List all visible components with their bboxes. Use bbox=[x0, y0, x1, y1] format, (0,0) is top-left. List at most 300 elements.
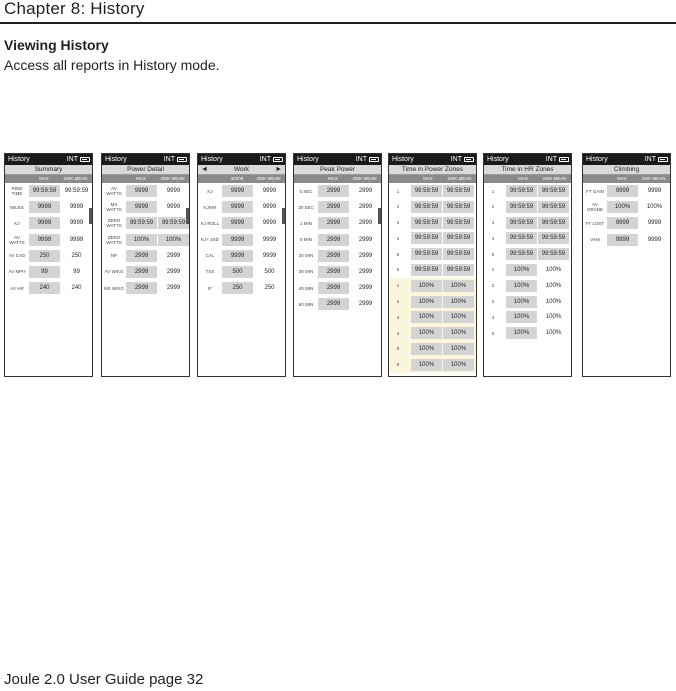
status-bar bbox=[198, 154, 285, 165]
mode-label: History bbox=[105, 156, 127, 163]
metric-value-primary: 100% bbox=[607, 201, 638, 213]
metric-value-mean: 100% bbox=[443, 296, 474, 308]
metric-row bbox=[102, 215, 189, 231]
metric-row bbox=[102, 183, 189, 199]
metric-row bbox=[198, 199, 285, 215]
metric-value-mean: 99:59:59 bbox=[538, 217, 569, 229]
metric-value-primary: 99 bbox=[29, 266, 60, 278]
status-bar bbox=[5, 154, 92, 165]
metric-row bbox=[389, 183, 476, 199]
battery-icon bbox=[273, 157, 283, 162]
metric-value-mean: 2999 bbox=[358, 188, 373, 194]
metric-value-mean: 100% bbox=[545, 298, 562, 305]
device-screen-hr-zones bbox=[483, 153, 572, 377]
metric-label: 3 bbox=[491, 220, 495, 226]
metric-label: 5 bbox=[396, 251, 400, 257]
metric-label: 1 MIN bbox=[299, 220, 312, 226]
int-indicator: INT bbox=[450, 156, 462, 163]
metric-row bbox=[5, 280, 92, 296]
metric-value-mean: 2999 bbox=[358, 285, 373, 292]
metric-row bbox=[389, 357, 476, 373]
metric-value-mean: 2999 bbox=[358, 220, 373, 227]
page-footer: Joule 2.0 User Guide page 32 bbox=[4, 671, 204, 688]
metric-value-mean: 99:59:59 bbox=[443, 201, 474, 213]
screen-title: Peak Power bbox=[319, 166, 356, 173]
device-screen-power-zones bbox=[388, 153, 477, 377]
metric-value-primary: 9999 bbox=[29, 201, 60, 213]
metric-value-mean: 100% bbox=[545, 266, 562, 273]
metric-value-primary: 99:59:59 bbox=[411, 248, 442, 260]
metric-row bbox=[484, 199, 571, 215]
metric-row bbox=[389, 215, 476, 231]
metric-rows bbox=[5, 183, 92, 296]
column-header bbox=[294, 175, 381, 183]
battery-icon bbox=[559, 157, 569, 162]
metric-value-primary: 99:59:59 bbox=[411, 264, 442, 276]
metric-label: 1 bbox=[491, 267, 495, 273]
screen-title: Time in Power Zones bbox=[401, 166, 464, 173]
metric-value-mean: 240 bbox=[71, 285, 82, 292]
metric-value-primary: 2999 bbox=[318, 234, 349, 246]
metric-row bbox=[198, 232, 285, 248]
metric-value-mean: 2999 bbox=[166, 252, 181, 259]
column-header-2: 2WK MEAN bbox=[641, 176, 666, 181]
metric-row bbox=[484, 215, 571, 231]
metric-value-primary: 99:59:59 bbox=[411, 185, 442, 197]
column-header-2: 2WK MEAN bbox=[542, 176, 567, 181]
metric-label: 2 bbox=[396, 204, 400, 210]
metric-value-primary: 2999 bbox=[318, 217, 349, 229]
metric-label: 1 bbox=[396, 188, 400, 194]
metric-value-primary: 9999 bbox=[607, 234, 638, 246]
metric-value-primary: 240 bbox=[29, 282, 60, 294]
metric-label: KJ bbox=[207, 188, 213, 194]
metric-value-mean: 2999 bbox=[358, 268, 373, 275]
metric-row bbox=[198, 280, 285, 296]
int-indicator: INT bbox=[644, 156, 656, 163]
metric-value-primary: 2999 bbox=[318, 201, 349, 213]
metric-rows bbox=[102, 183, 189, 296]
metric-row bbox=[294, 215, 381, 231]
column-header-1: MAX bbox=[617, 176, 627, 181]
int-indicator: INT bbox=[66, 156, 78, 163]
screen-title-bar bbox=[198, 165, 285, 175]
device-screen-summary bbox=[4, 153, 93, 377]
metric-value-mean: 99:59:59 bbox=[443, 185, 474, 197]
metric-value-primary: 9999 bbox=[222, 250, 253, 262]
metric-value-mean: 99:59:59 bbox=[443, 232, 474, 244]
metric-value-mean: 2999 bbox=[166, 268, 181, 275]
status-bar bbox=[389, 154, 476, 165]
metric-label: 3 bbox=[396, 314, 400, 320]
metric-value-mean: 9999 bbox=[166, 188, 181, 194]
metric-label: 20 MIN bbox=[298, 253, 314, 259]
metric-value-mean: 250 bbox=[71, 252, 82, 259]
metric-row bbox=[389, 262, 476, 278]
metric-label: AV MPH bbox=[8, 269, 26, 275]
metric-value-mean: 9999 bbox=[69, 236, 84, 243]
metric-label: 1 bbox=[396, 283, 400, 289]
metric-label: AV WATTS bbox=[106, 186, 122, 196]
metric-label: 5 bbox=[491, 330, 495, 336]
metric-value-mean: 9999 bbox=[262, 236, 277, 243]
metric-value-primary: 9999 bbox=[126, 201, 157, 213]
metric-value-mean: 500 bbox=[264, 268, 275, 275]
metric-label: 5 bbox=[396, 346, 400, 352]
metric-label: AV W/KG bbox=[104, 269, 124, 275]
metric-value-primary: 2999 bbox=[318, 185, 349, 197]
status-bar bbox=[294, 154, 381, 165]
metric-value-mean: 99:59:59 bbox=[443, 217, 474, 229]
metric-rows bbox=[389, 183, 476, 373]
section-body: Access all reports in History mode. bbox=[4, 57, 220, 73]
chapter-heading: Chapter 8: History bbox=[4, 0, 145, 18]
metric-label: 40 MIN bbox=[298, 285, 314, 291]
column-header-2: 2WK MEAN bbox=[447, 176, 472, 181]
metric-value-primary: 2999 bbox=[318, 250, 349, 262]
metric-value-mean: 250 bbox=[264, 285, 275, 292]
int-indicator: INT bbox=[259, 156, 271, 163]
metric-value-primary: 99:59:59 bbox=[29, 185, 60, 197]
metric-value-mean: 100% bbox=[443, 343, 474, 355]
metric-value-mean: 99 bbox=[73, 268, 80, 275]
metric-row bbox=[5, 183, 92, 199]
metric-row bbox=[5, 199, 92, 215]
metric-row bbox=[5, 215, 92, 231]
column-header-2: 2WK MEAN bbox=[256, 176, 281, 181]
metric-label: RIDE TIME bbox=[11, 186, 23, 196]
metric-row bbox=[294, 296, 381, 312]
metric-value-primary: 9999 bbox=[29, 217, 60, 229]
metric-value-primary: 99:59:59 bbox=[506, 201, 537, 213]
metric-value-primary: 2999 bbox=[126, 282, 157, 294]
metric-row bbox=[389, 309, 476, 325]
metric-label: 2 bbox=[491, 204, 495, 210]
metric-row bbox=[294, 248, 381, 264]
metric-row bbox=[294, 264, 381, 280]
mode-label: History bbox=[392, 156, 414, 163]
chapter-rule bbox=[0, 22, 676, 24]
metric-label: 60 MIN bbox=[298, 301, 314, 307]
metric-value-mean: 9999 bbox=[166, 204, 181, 211]
metric-value-primary: 500 bbox=[222, 266, 253, 278]
metric-label: KJ/HR bbox=[203, 204, 217, 210]
metric-label: FT LOST bbox=[585, 220, 605, 226]
device-screen-work bbox=[197, 153, 286, 377]
metric-label: 6 bbox=[396, 267, 400, 273]
metric-value-mean: 100% bbox=[158, 234, 189, 246]
metric-label: 30 SEC bbox=[298, 204, 314, 210]
scrollbar[interactable] bbox=[282, 208, 285, 224]
metric-row bbox=[102, 248, 189, 264]
metric-row bbox=[294, 199, 381, 215]
metric-value-primary: 9999 bbox=[222, 185, 253, 197]
status-bar bbox=[583, 154, 670, 165]
metric-value-primary: 99:59:59 bbox=[411, 201, 442, 213]
column-header-1: MAX bbox=[328, 176, 338, 181]
metric-value-mean: 2999 bbox=[358, 204, 373, 211]
metric-row bbox=[294, 183, 381, 199]
metric-rows bbox=[583, 183, 670, 248]
section-title: Viewing History bbox=[4, 37, 109, 53]
metric-row bbox=[389, 325, 476, 341]
metric-label: KJ+ 2SD bbox=[201, 237, 219, 243]
metric-label: AV HR bbox=[10, 285, 24, 291]
metric-rows bbox=[294, 183, 381, 313]
scrollbar[interactable] bbox=[186, 208, 189, 224]
column-header bbox=[5, 175, 92, 183]
metric-value-mean: 99:59:59 bbox=[538, 185, 569, 197]
battery-icon bbox=[80, 157, 90, 162]
metric-label: 4 bbox=[396, 330, 400, 336]
metric-row bbox=[198, 183, 285, 199]
scrollbar[interactable] bbox=[89, 208, 92, 224]
column-header bbox=[102, 175, 189, 183]
metric-value-mean: 9999 bbox=[262, 220, 277, 227]
metric-value-primary: 9999 bbox=[607, 185, 638, 197]
column-header-1: MAX bbox=[423, 176, 433, 181]
metric-value-mean: 9999 bbox=[647, 220, 662, 227]
metric-label: 2 bbox=[396, 299, 400, 305]
metric-value-mean: 99:59:59 bbox=[443, 248, 474, 260]
column-header-2: 2WK MEAN bbox=[352, 176, 377, 181]
metric-row bbox=[389, 278, 476, 294]
column-header bbox=[198, 175, 285, 183]
metric-row bbox=[389, 246, 476, 262]
device-screen-power-detail bbox=[101, 153, 190, 377]
metric-row bbox=[5, 264, 92, 280]
metric-value-mean: 2999 bbox=[358, 301, 373, 308]
column-header bbox=[484, 175, 571, 183]
screen-title: Time in HR Zones bbox=[501, 166, 554, 173]
metric-value-primary: 99:59:59 bbox=[506, 217, 537, 229]
metric-value-mean: 100% bbox=[443, 327, 474, 339]
metric-value-mean: 9999 bbox=[69, 204, 84, 211]
metric-value-mean: 100% bbox=[443, 359, 474, 371]
metric-row bbox=[198, 215, 285, 231]
metric-value-mean: 100% bbox=[545, 330, 562, 337]
metric-value-primary: 100% bbox=[411, 296, 442, 308]
metric-label: 2 bbox=[491, 283, 495, 289]
metric-rows bbox=[198, 183, 285, 296]
metric-row bbox=[484, 278, 571, 294]
column-header bbox=[389, 175, 476, 183]
metric-row bbox=[484, 183, 571, 199]
screen-title: Work bbox=[233, 166, 250, 173]
metric-label: 5 MIN bbox=[299, 237, 312, 243]
metric-label: KJ bbox=[14, 220, 20, 226]
mode-label: History bbox=[586, 156, 608, 163]
metric-label: 4 bbox=[491, 235, 495, 241]
metric-value-mean: 100% bbox=[646, 204, 663, 211]
metric-value-primary: 2999 bbox=[318, 282, 349, 294]
battery-icon bbox=[177, 157, 187, 162]
metric-label: 4 bbox=[491, 314, 495, 320]
metric-label: 3 bbox=[491, 299, 495, 305]
screen-title-bar bbox=[294, 165, 381, 175]
metric-value-mean: 99:59:59 bbox=[538, 201, 569, 213]
metric-value-mean: 100% bbox=[443, 311, 474, 323]
metric-row bbox=[198, 248, 285, 264]
metric-value-mean: 99:59:59 bbox=[158, 217, 189, 229]
metric-row bbox=[583, 183, 670, 199]
column-header-1: MAX bbox=[39, 176, 49, 181]
metric-label: MX W/KG bbox=[104, 285, 124, 291]
metric-value-primary: 99:59:59 bbox=[411, 217, 442, 229]
metric-label: 30 MIN bbox=[298, 269, 314, 275]
scrollbar[interactable] bbox=[378, 208, 381, 224]
screen-title: Climbing bbox=[613, 166, 640, 173]
metric-row bbox=[198, 264, 285, 280]
mode-label: History bbox=[297, 156, 319, 163]
metric-value-primary: 9999 bbox=[222, 234, 253, 246]
metric-value-primary: 2999 bbox=[318, 298, 349, 310]
metric-label: NP bbox=[110, 253, 118, 259]
metric-rows bbox=[484, 183, 571, 341]
screen-title-bar bbox=[583, 165, 670, 175]
status-bar bbox=[102, 154, 189, 165]
battery-icon bbox=[464, 157, 474, 162]
metric-value-primary: 99:59:59 bbox=[506, 185, 537, 197]
metric-row bbox=[484, 325, 571, 341]
metric-row bbox=[389, 341, 476, 357]
metric-value-mean: 2999 bbox=[166, 285, 181, 292]
metric-row bbox=[484, 309, 571, 325]
metric-row bbox=[102, 264, 189, 280]
metric-label: 1 bbox=[491, 188, 495, 194]
metric-value-mean: 9999 bbox=[647, 236, 662, 243]
metric-row bbox=[294, 232, 381, 248]
metric-value-primary: 100% bbox=[506, 264, 537, 276]
metric-label: AV GRADE bbox=[586, 202, 603, 213]
metric-row bbox=[484, 230, 571, 246]
metric-label: 3 bbox=[396, 220, 400, 226]
metric-label: TSS bbox=[205, 269, 215, 275]
column-header-1: 3/2/09 bbox=[230, 176, 244, 181]
metric-row bbox=[5, 248, 92, 264]
column-header-1: MAX bbox=[518, 176, 528, 181]
metric-value-mean: 100% bbox=[545, 282, 562, 289]
metric-value-primary: 100% bbox=[506, 327, 537, 339]
metric-value-primary: 100% bbox=[411, 359, 442, 371]
metric-value-primary: 99:59:59 bbox=[411, 232, 442, 244]
metric-row bbox=[484, 294, 571, 310]
metric-value-mean: 9999 bbox=[262, 204, 277, 211]
metric-value-primary: 9999 bbox=[126, 185, 157, 197]
metric-label: 5 bbox=[491, 251, 495, 257]
int-indicator: INT bbox=[355, 156, 367, 163]
screen-title-bar bbox=[102, 165, 189, 175]
metric-value-primary: 250 bbox=[29, 250, 60, 262]
metric-label: CAL bbox=[205, 253, 215, 259]
metric-value-primary: 100% bbox=[411, 280, 442, 292]
metric-value-primary: 100% bbox=[411, 327, 442, 339]
metric-row bbox=[583, 215, 670, 231]
screen-title-bar bbox=[5, 165, 92, 175]
metric-label: KJ ROLL bbox=[200, 220, 220, 226]
metric-row bbox=[583, 232, 670, 248]
status-bar bbox=[484, 154, 571, 165]
metric-label: ZERO WATTS bbox=[106, 218, 122, 229]
metric-label: ZERO WATTS bbox=[106, 234, 122, 245]
metric-value-primary: 99:59:59 bbox=[126, 217, 157, 229]
metric-label: AV CAD bbox=[8, 253, 26, 259]
metric-label: VAM bbox=[590, 237, 600, 243]
metric-row bbox=[389, 199, 476, 215]
metric-row bbox=[583, 199, 670, 215]
metric-value-primary: 99:59:59 bbox=[506, 232, 537, 244]
metric-value-primary: 100% bbox=[506, 296, 537, 308]
screen-title: Power Detail bbox=[127, 166, 164, 173]
metric-value-mean: 100% bbox=[443, 280, 474, 292]
metric-label: 6 bbox=[396, 362, 400, 368]
metric-row bbox=[389, 230, 476, 246]
metric-label: IF bbox=[208, 285, 212, 291]
metric-label: FT GAIN bbox=[586, 188, 604, 194]
metric-value-primary: 100% bbox=[126, 234, 157, 246]
metric-value-mean: 99:59:59 bbox=[443, 264, 474, 276]
metric-value-primary: 9999 bbox=[222, 217, 253, 229]
metric-row bbox=[484, 246, 571, 262]
metric-label: MILES bbox=[10, 204, 24, 210]
metric-value-mean: 9999 bbox=[69, 220, 84, 227]
screen-title: Summary bbox=[34, 166, 63, 173]
device-screen-climbing bbox=[582, 153, 671, 377]
metric-value-primary: 9999 bbox=[607, 217, 638, 229]
battery-icon bbox=[369, 157, 379, 162]
left-arrow-icon[interactable]: ◄ bbox=[201, 166, 208, 173]
device-screen-peak-power bbox=[293, 153, 382, 377]
metric-value-primary: 99:59:59 bbox=[506, 248, 537, 260]
metric-value-primary: 9999 bbox=[29, 234, 60, 246]
metric-value-mean: 2999 bbox=[358, 252, 373, 259]
screen-title-bar bbox=[389, 165, 476, 175]
metric-value-mean: 99:59:59 bbox=[538, 232, 569, 244]
metric-value-primary: 100% bbox=[411, 343, 442, 355]
metric-value-primary: 9999 bbox=[222, 201, 253, 213]
metric-value-primary: 2999 bbox=[318, 266, 349, 278]
metric-row bbox=[102, 280, 189, 296]
mode-label: History bbox=[487, 156, 509, 163]
battery-icon bbox=[658, 157, 668, 162]
metric-value-primary: 2999 bbox=[126, 266, 157, 278]
metric-value-mean: 99:59:59 bbox=[64, 188, 89, 194]
metric-value-primary: 250 bbox=[222, 282, 253, 294]
column-header-1: MAX bbox=[136, 176, 146, 181]
column-header bbox=[583, 175, 670, 183]
metric-value-mean: 9999 bbox=[262, 188, 277, 194]
metric-value-mean: 99:59:59 bbox=[538, 248, 569, 260]
metric-value-mean: 2999 bbox=[358, 236, 373, 243]
metric-row bbox=[5, 232, 92, 248]
metric-value-mean: 9999 bbox=[647, 188, 662, 194]
metric-label: AV WATTS bbox=[9, 234, 25, 245]
column-header-2: 2WK MEAN bbox=[63, 176, 88, 181]
mode-label: History bbox=[201, 156, 223, 163]
metric-value-primary: 100% bbox=[506, 311, 537, 323]
metric-row bbox=[484, 262, 571, 278]
metric-label: 4 bbox=[396, 235, 400, 241]
metric-row bbox=[102, 199, 189, 215]
right-arrow-icon[interactable]: ► bbox=[275, 166, 282, 173]
metric-value-primary: 2999 bbox=[126, 250, 157, 262]
mode-label: History bbox=[8, 156, 30, 163]
metric-value-mean: 9999 bbox=[262, 252, 277, 259]
metric-value-mean: 100% bbox=[545, 314, 562, 321]
int-indicator: INT bbox=[545, 156, 557, 163]
int-indicator: INT bbox=[163, 156, 175, 163]
metric-label: 5 SEC bbox=[299, 188, 313, 194]
